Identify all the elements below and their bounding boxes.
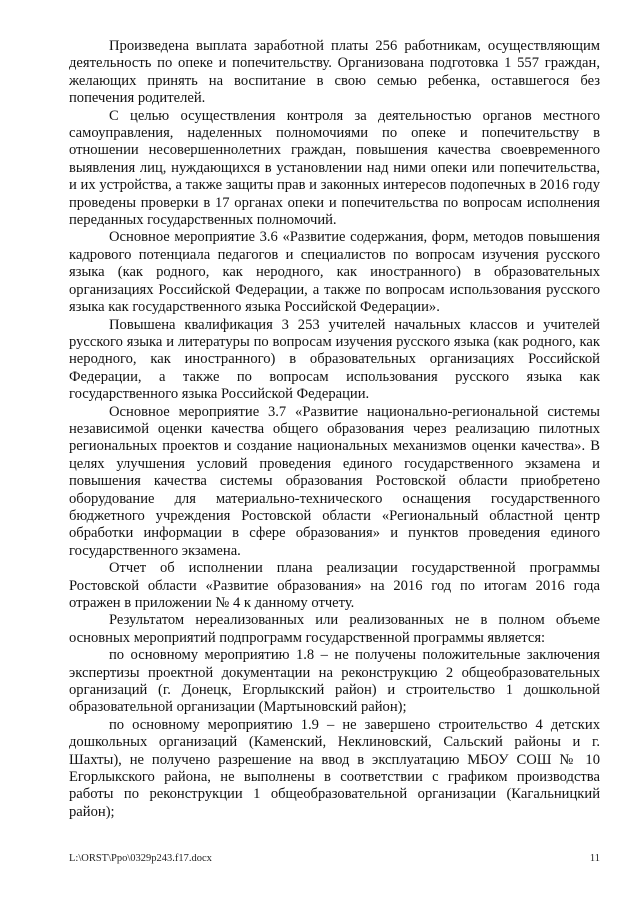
paragraph-teacher-training: Повышена квалификация 3 253 учителей начальных классов и учителей русского языка и литературы по вопросам изучения русского языка (как родного, как неродного, как иностранного) в образовательных организациях Российской Федерации, а также по вопросам использования русского языка как государственного языка Российской Федерации. <box>69 316 600 403</box>
paragraph-activity-1-9: по основному мероприятию 1.9 – не завершено строительство 4 детских дошкольных организаций (Каменский, Неклиновский, Сальский районы и г. Шахты), не получено разрешение на ввод в эксплуатацию МБОУ СОШ № 10 Егорлыкского района, не выполнены в соответствии с графиком производства работы по реконструкции 1 общеобразовательной организации (Кагальницкий район); <box>69 716 600 820</box>
paragraph-activity-3-6: Основное мероприятие 3.6 «Развитие содержания, форм, методов повышения кадрового потенциала педагогов и специалистов по вопросам изучения русского языка (как родного, как неродного, как иностранного) в образовательных организациях Российской Федерации, а также по вопросам использования русского языка как государственного языка Российской Федерации». <box>69 229 600 316</box>
footer-page-number: 11 <box>589 853 600 864</box>
paragraph-activity-3-7: Основное мероприятие 3.7 «Развитие национально-региональной системы независимой оценки качества общего образования через реализацию пилотных региональных проектов и создание национальных механизмов оценки качества». В целях улучшения условий проведения единого государственного экзамена и повышения качества системы образования Ростовской области приобретено оборудование для материально-технического оснащения государственного бюджетного учреждения Ростовской области «Региональный областной центр обработки информации в сфере образования» и пунктов проведения единого государственного экзамена. <box>69 403 600 559</box>
document-body <box>69 38 600 821</box>
footer-file-path: L:\ORST\Ppo\0329p243.f17.docx <box>69 853 212 864</box>
page-footer <box>69 853 600 864</box>
paragraph-salary-payment: Произведена выплата заработной платы 256 работникам, осуществляющим деятельность по опеке и попечительству. Организована подготовка 1 557 граждан, желающих принять на воспитание в свою семью ребенка, оставшегося без попечения родителей. <box>69 38 600 107</box>
paragraph-activity-1-8: по основному мероприятию 1.8 – не получены положительные заключения экспертизы проектной документации на реконструкцию 2 общеобразовательных организаций (г. Донецк, Егорлыкский район) и строительство 1 дошкольной образовательной организации (Мартыновский район); <box>69 647 600 716</box>
paragraph-inspections: С целью осуществления контроля за деятельностью органов местного самоуправления, наделенных полномочиями по опеке и попечительству в отношении несовершеннолетних граждан, повышения качества своевременного выявления лиц, нуждающихся в установлении над ними опеки или попечительства, и их устройства, а также защиты прав и законных интересов подопечных в 2016 году проведены проверки в 17 органах опеки и попечительства по вопросам исполнения переданных государственных полномочий. <box>69 107 600 229</box>
paragraph-unrealized-intro: Результатом нереализованных или реализованных не в полном объеме основных мероприятий подпрограмм государственной программы является: <box>69 612 600 646</box>
paragraph-plan-report: Отчет об исполнении плана реализации государственной программы Ростовской области «Развитие образования» на 2016 год по итогам 2016 года отражен в приложении № 4 к данному отчету. <box>69 560 600 611</box>
